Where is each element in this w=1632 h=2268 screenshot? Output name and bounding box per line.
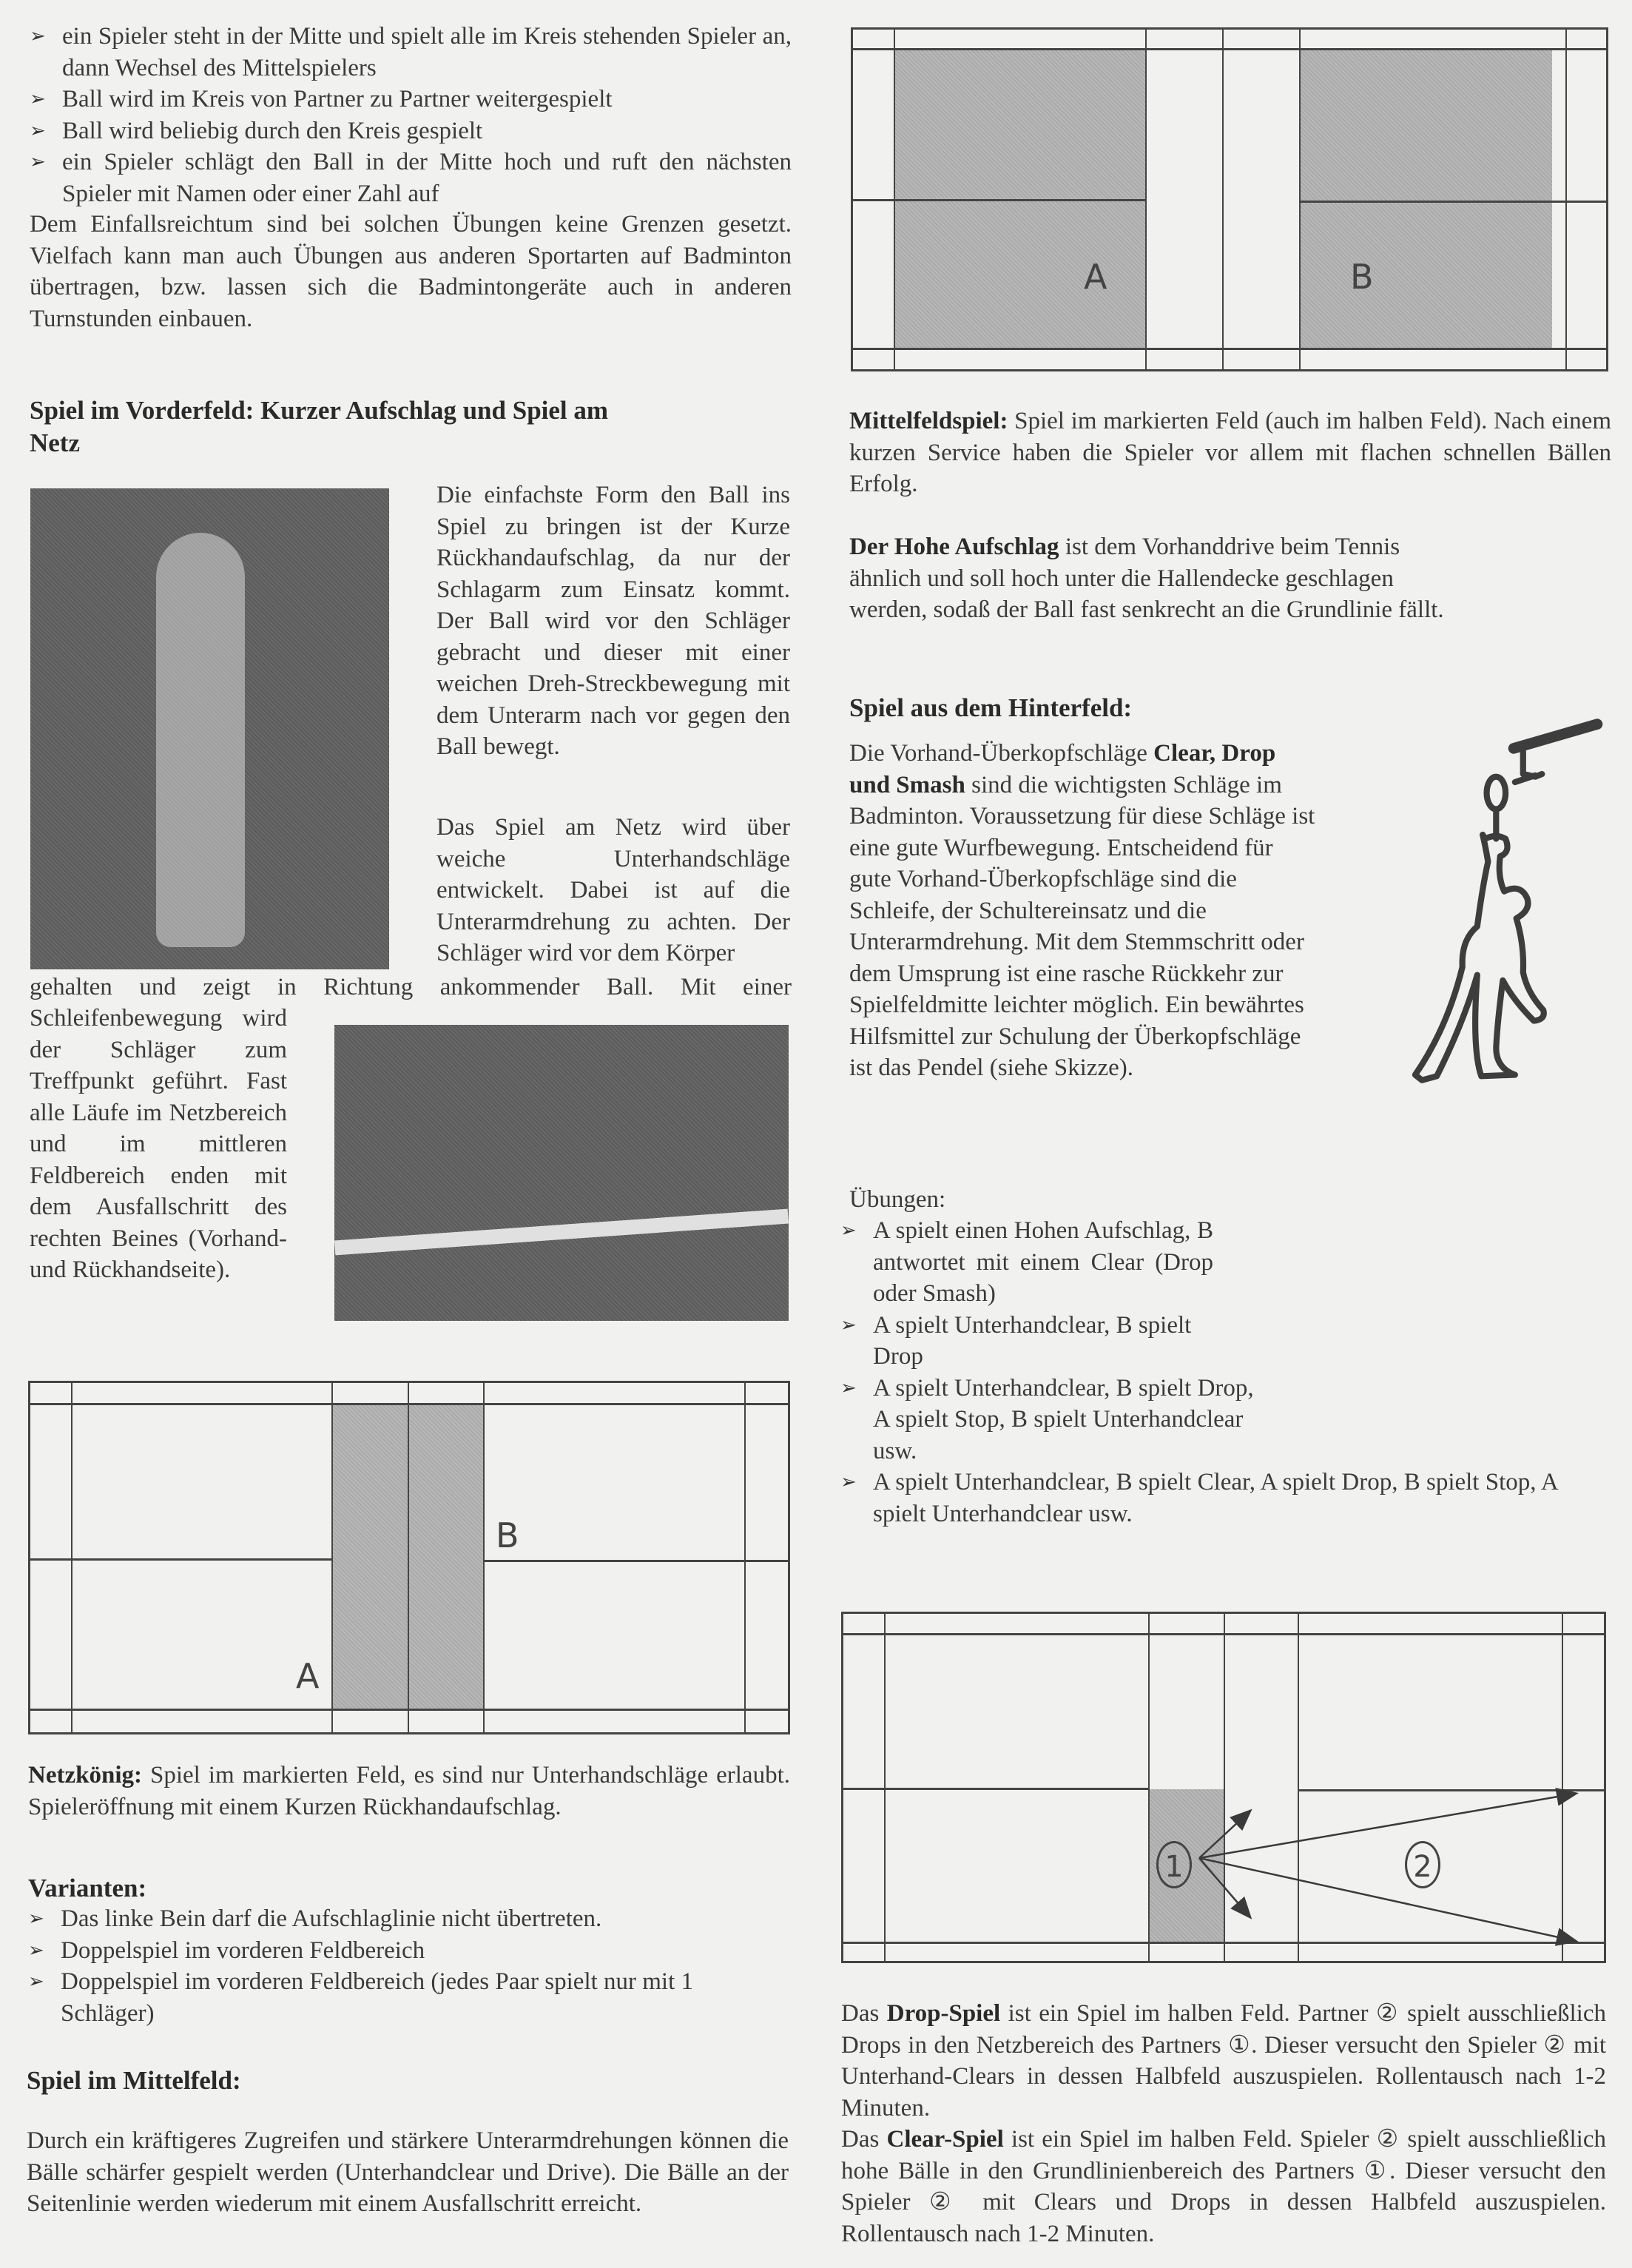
center-line: [851, 199, 1145, 201]
net-band: [334, 1209, 789, 1256]
uebung-item: ➢ A spielt Unterhandclear, B spielt Drop, A spielt Stop, B spielt Unterhandclear usw.: [840, 1373, 1272, 1467]
vorderfeld-paragraph-1: Die einfachste Form den Ball ins Spiel zu bringen ist der Kurze Rückhandaufschlag, da nur der Schlagarm zum Einsatz kommt. Der Ball wird vor den Schläger gebracht und dieser mit einer weichen Dreh-Streckbewegung mit dem Unterarm nach vor gegen den Ball bewegt.: [436, 482, 790, 760]
uebungen-list: [840, 1215, 1610, 1530]
court-line: [28, 1403, 790, 1405]
drop-spiel-paragraph: [841, 1998, 1606, 2124]
court-diagram-drop-clear: [841, 1612, 1606, 1963]
hoher-aufschlag-text: ist dem Vorhanddrive beim Tennis ähnlich und soll hoch unter die Hallendecke geschlagen werden, sodaß der Ball fast senkrecht an die Grundlinie fällt.: [849, 534, 1444, 623]
clear-spiel-label: Clear-Spiel: [886, 2126, 1004, 2153]
uebung-item: ➢ A spielt Unterhandclear, B spielt Clear, A spielt Drop, B spielt Stop, A spielt Unterhandclear usw.: [840, 1467, 1610, 1530]
court-line: [1145, 27, 1147, 371]
court-line: [483, 1381, 485, 1734]
player-marker-2: 2: [1405, 1841, 1440, 1888]
photo-short-backhand-serve: [30, 488, 389, 969]
hoher-aufschlag-label: Der Hohe Aufschlag: [849, 534, 1059, 560]
drop-spiel-pre: Das: [841, 2000, 887, 2027]
mittelfeldspiel-text: Spiel im markierten Feld (auch im halben Feld). Nach einem kurzen Service haben die Spieler vor allem mit flachen schnellen Bällen Erfolg.: [849, 408, 1611, 497]
center-line: [1299, 201, 1608, 203]
intro-bullet: ➢ ein Spieler steht in der Mitte und spielt alle im Kreis stehenden Spieler an, dann Wechsel des Mittelspielers: [30, 21, 792, 84]
hinterfeld-heading: Spiel aus dem Hinterfeld:: [849, 693, 1133, 722]
hoher-aufschlag-paragraph: [849, 531, 1463, 626]
netzkoenig-paragraph: [28, 1760, 790, 1823]
player-label-a: A: [1084, 257, 1107, 297]
court-line: [851, 48, 1608, 50]
player-label-b: B: [1350, 257, 1374, 297]
varianten-heading: Varianten:: [28, 1874, 147, 1902]
intro-bullet-list: [30, 21, 792, 209]
mittelfeld-heading: Spiel im Mittelfeld:: [27, 2066, 241, 2095]
player-figure: [156, 533, 245, 947]
drop-spiel-text: ist ein Spiel im halben Feld. Partner ② spielt ausschließlich Drops in den Netzbereich des Partners ①. Dieser versucht den Spieler ② mit Unterhand-Clears in dessen Halbfeld auszuspielen. Rollentausch nach 1-2 Minuten.: [841, 2000, 1606, 2121]
shot-arrows-icon: [841, 1612, 1606, 1963]
vorderfeld-paragraph-2b: gehalten und zeigt in Richtung ankommender Ball. Mit einer: [30, 974, 792, 1000]
clear-spiel-pre: Das: [841, 2126, 887, 2153]
court-line: [744, 1381, 746, 1734]
mittelfeldspiel-label: Mittelfeldspiel:: [849, 408, 1008, 434]
intro-bullet: ➢ Ball wird beliebig durch den Kreis gespielt: [30, 115, 792, 147]
mittelfeldspiel-paragraph: [849, 406, 1611, 500]
court-line: [331, 1381, 333, 1734]
court-line: [1299, 27, 1301, 371]
hinterfeld-bold: Clear, Drop und Smash: [849, 740, 1276, 798]
uebungen-heading: Übungen:: [849, 1186, 946, 1213]
player-label-b: B: [496, 1515, 519, 1555]
netzkoenig-text: Spiel im markierten Feld, es sind nur Unterhandschläge erlaubt. Spieleröffnung mit einem Kurzen Rückhandaufschlag.: [28, 1762, 790, 1820]
court-outline: [28, 1381, 790, 1734]
hinterfeld-text: sind die wichtigsten Schläge im Badminton. Voraussetzung für diese Schläge ist eine gute Wurfbewegung. Entscheidend für gute Vorhand-Überkopfschläge sind die Schleife, der Schultereinsatz und die Unterarmdrehung. Mit dem Stemmschritt oder dem Umsprung ist eine rasche Rückkehr zur Spielfeldmitte leichter möglich. Ein bewährtes Hilfsmittel zur Schulung der Überkopfschläge ist das Pendel (siehe Skizze).: [849, 771, 1315, 1081]
net-line: [408, 1381, 409, 1734]
court-line: [28, 1709, 790, 1711]
center-line: [28, 1558, 331, 1561]
vorderfeld-heading: Spiel im Vorderfeld: Kurzer Aufschlag und Spiel am Netz: [30, 396, 609, 457]
intro-bullet: ➢ ein Spieler schlägt den Ball in der Mitte hoch und ruft den nächsten Spieler mit Namen oder einer Zahl auf: [30, 147, 792, 209]
court-line: [71, 1381, 73, 1734]
court-diagram-netzkoenig: [28, 1381, 790, 1734]
netzkoenig-label: Netzkönig:: [28, 1762, 142, 1789]
vorderfeld-paragraph-2a: Das Spiel am Netz wird über weiche Unterhandschläge entwickelt. Dabei ist auf die Unterarmdrehung zu achten. Der Schläger wird vor dem Körper: [436, 814, 790, 966]
varianten-list: [28, 1903, 790, 2029]
court-diagram-mittelfeldspiel: [851, 27, 1608, 371]
variante-item: ➢ Das linke Bein darf die Aufschlaglinie nicht übertreten.: [28, 1903, 790, 1935]
net-line: [1222, 27, 1224, 371]
photo-net-play-lunge: [334, 1025, 789, 1321]
player-label-a: A: [296, 1656, 320, 1696]
hinterfeld-paragraph: [849, 738, 1315, 1084]
variante-item: ➢ Doppelspiel im vorderen Feldbereich (jedes Paar spielt nur mit 1 Schläger): [28, 1966, 790, 2029]
center-line: [483, 1560, 790, 1562]
uebung-item: ➢ A spielt Unterhandclear, B spielt Drop: [840, 1310, 1213, 1373]
clear-spiel-paragraph: [841, 2124, 1606, 2250]
clear-spiel-text: ist ein Spiel im halben Feld. Spieler ② spielt ausschließlich hohe Bälle in den Grundlinienbereich des Partners ①. Dieser versucht den Spieler ② mit Clears und Drops in dessen Halbfeld auszuspielen. Rollentausch nach 1-2 Minuten.: [841, 2126, 1606, 2247]
drop-spiel-label: Drop-Spiel: [886, 2000, 1001, 2027]
intro-bullet: ➢ Ball wird im Kreis von Partner zu Partner weitergespielt: [30, 84, 792, 115]
vorderfeld-paragraph-2c: Schleifenbewegung wird der Schläger zum Treffpunkt geführt. Fast alle Läufe im Netzbereich und im mittleren Feldbereich enden mit dem Ausfallschritt des rechten Beines (Vorhand-und Rückhandseite).: [30, 1005, 287, 1283]
hinterfeld-pre: Die Vorhand-Überkopfschläge: [849, 740, 1154, 767]
court-line: [1565, 27, 1567, 371]
variante-item: ➢ Doppelspiel im vorderen Feldbereich: [28, 1935, 790, 1967]
uebung-item: ➢ A spielt einen Hohen Aufschlag, B antwortet mit einem Clear (Drop oder Smash): [840, 1215, 1213, 1310]
court-line: [851, 348, 1608, 350]
intro-paragraph: Dem Einfallsreichtum sind bei solchen Übungen keine Grenzen gesetzt. Vielfach kann man auch Übungen aus anderen Sportarten auf Badminton übertragen, bzw. lassen sich die Badmintongeräte auch in anderen Turnstunden einbauen.: [30, 211, 792, 332]
mittelfeld-paragraph: Durch ein kräftigeres Zugreifen und stärkere Unterarmdrehungen können die Bälle schärfer gespielt werden (Unterhandclear und Drive). Die Bälle an der Seitenlinie werden wiederum mit einem Ausfallschritt erreicht.: [27, 2127, 789, 2217]
player-marker-1: 1: [1156, 1841, 1192, 1888]
